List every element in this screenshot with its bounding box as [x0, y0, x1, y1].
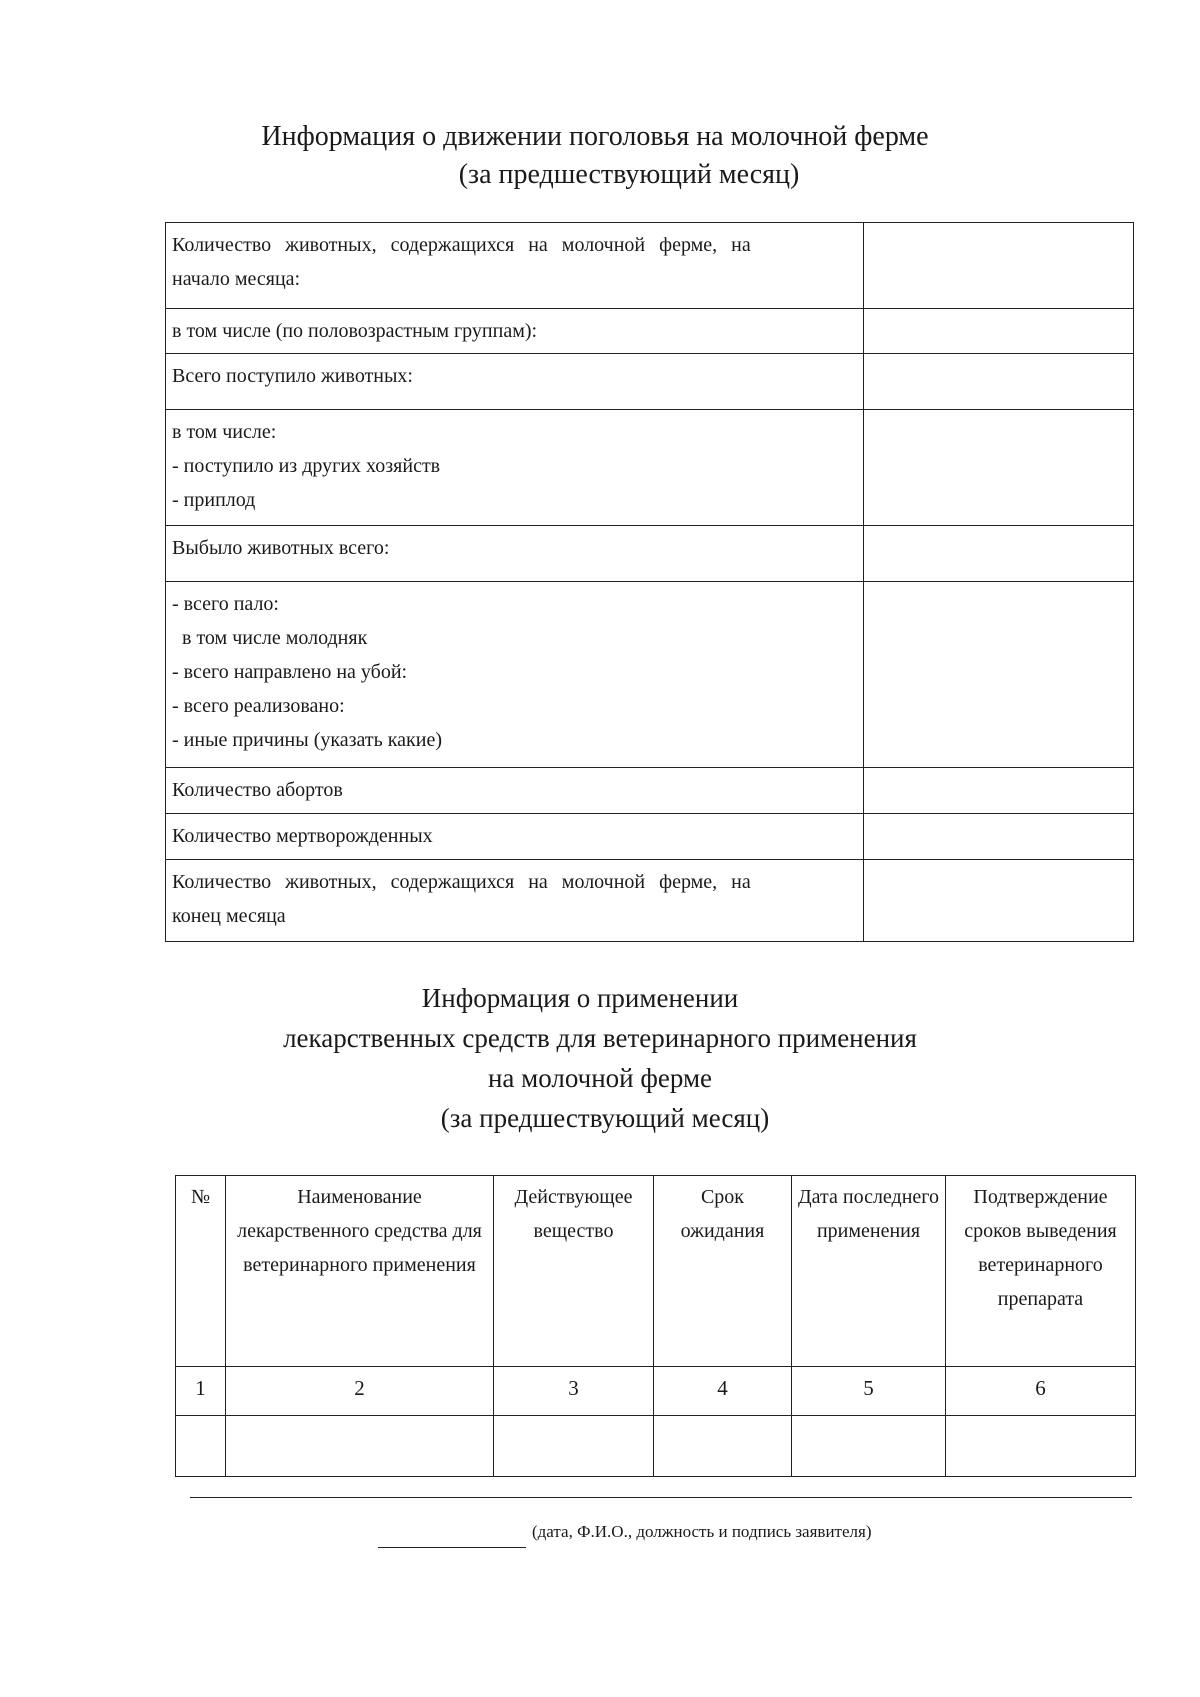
row-value-cell — [864, 582, 1134, 768]
section2-title — [0, 978, 1200, 1138]
signature-caption: (дата, Ф.И.О., должность и подпись заявителя) — [532, 1522, 872, 1541]
column-header-active-substance: Действующее вещество — [494, 1176, 654, 1367]
section2-title-line2: лекарственных средств для ветеринарного применения — [283, 1023, 917, 1053]
signature-line — [190, 1497, 1132, 1498]
table-cell — [494, 1416, 654, 1477]
row-label-line: Всего поступило животных: — [172, 365, 413, 387]
row-value-cell — [864, 768, 1134, 814]
row-label — [166, 768, 864, 814]
row-label — [166, 526, 864, 582]
row-label — [166, 582, 864, 768]
column-header-number: № — [176, 1176, 226, 1367]
column-number: 5 — [792, 1367, 946, 1416]
row-label — [166, 223, 864, 309]
row-label-line: начало месяца: — [172, 268, 301, 290]
column-number: 6 — [946, 1367, 1136, 1416]
livestock-movement-table — [165, 222, 1134, 942]
row-label-line: - всего пало: — [172, 593, 279, 615]
row-label-line: Выбыло животных всего: — [172, 537, 390, 559]
table-row — [166, 860, 1134, 942]
row-label-line: в том числе (по половозрастным группам): — [172, 320, 538, 342]
table-cell — [792, 1416, 946, 1477]
row-value-cell — [864, 309, 1134, 354]
table-cell — [946, 1416, 1136, 1477]
veterinary-drugs-table — [175, 1175, 1136, 1477]
row-label — [166, 354, 864, 410]
table-cell — [226, 1416, 494, 1477]
signature-short-line — [378, 1547, 526, 1548]
column-number: 3 — [494, 1367, 654, 1416]
row-label-line: Количество животных, содержащихся на молочной ферме, на — [172, 234, 751, 256]
table-row — [166, 814, 1134, 860]
row-label-line: - всего реализовано: — [172, 695, 345, 717]
table-row — [166, 223, 1134, 309]
row-value-cell — [864, 814, 1134, 860]
table-cell — [654, 1416, 792, 1477]
table-row — [166, 582, 1134, 768]
column-header-confirmation: Подтверждение сроков выведения ветеринарного препарата — [946, 1176, 1136, 1367]
row-label-line: в том числе молодняк — [172, 627, 368, 649]
row-label-line: Количество мертворожденных — [172, 825, 433, 847]
column-number: 1 — [176, 1367, 226, 1416]
row-value-cell — [864, 526, 1134, 582]
column-number-row — [176, 1367, 1136, 1416]
section2-title-line1: Информация о применении — [421, 983, 739, 1013]
table-row — [166, 354, 1134, 410]
row-value-cell — [864, 354, 1134, 410]
row-value-cell — [864, 860, 1134, 942]
row-label — [166, 860, 864, 942]
table-cell — [176, 1416, 226, 1477]
column-header-withdrawal-period: Срок ожидания — [654, 1176, 792, 1367]
section2-title-line3: на молочной ферме — [487, 1063, 713, 1093]
row-label-line: конец месяца — [172, 905, 286, 927]
row-label — [166, 814, 864, 860]
column-header-last-use-date: Дата последнего применения — [792, 1176, 946, 1367]
section2-title-line4: (за предшествующий месяц) — [440, 1103, 770, 1133]
table-row — [166, 526, 1134, 582]
column-number: 4 — [654, 1367, 792, 1416]
table-row — [166, 410, 1134, 526]
row-label-line: - приплод — [172, 489, 256, 511]
section1-title-line2: (за предшествующий месяц) — [458, 159, 800, 190]
column-header-drug-name: Наименование лекарственного средства для ветеринарного применения — [226, 1176, 494, 1367]
row-label — [166, 410, 864, 526]
row-label-line: - поступило из других хозяйств — [172, 455, 441, 477]
row-label-line: в том числе: — [172, 421, 277, 443]
column-number: 2 — [226, 1367, 494, 1416]
row-value-cell — [864, 223, 1134, 309]
table-header-row — [176, 1176, 1136, 1367]
section1-title — [0, 118, 1200, 194]
table-row — [166, 768, 1134, 814]
row-label — [166, 309, 864, 354]
row-value-cell — [864, 410, 1134, 526]
row-label-line: Количество абортов — [172, 779, 343, 801]
table-row — [166, 309, 1134, 354]
row-label-line: - всего направлено на убой: — [172, 661, 408, 683]
row-label-line: Количество животных, содержащихся на молочной ферме, на — [172, 871, 751, 893]
row-label-line: - иные причины (указать какие) — [172, 729, 443, 751]
table-row — [176, 1416, 1136, 1477]
section1-title-line1: Информация о движении поголовья на молочной ферме — [261, 121, 929, 152]
